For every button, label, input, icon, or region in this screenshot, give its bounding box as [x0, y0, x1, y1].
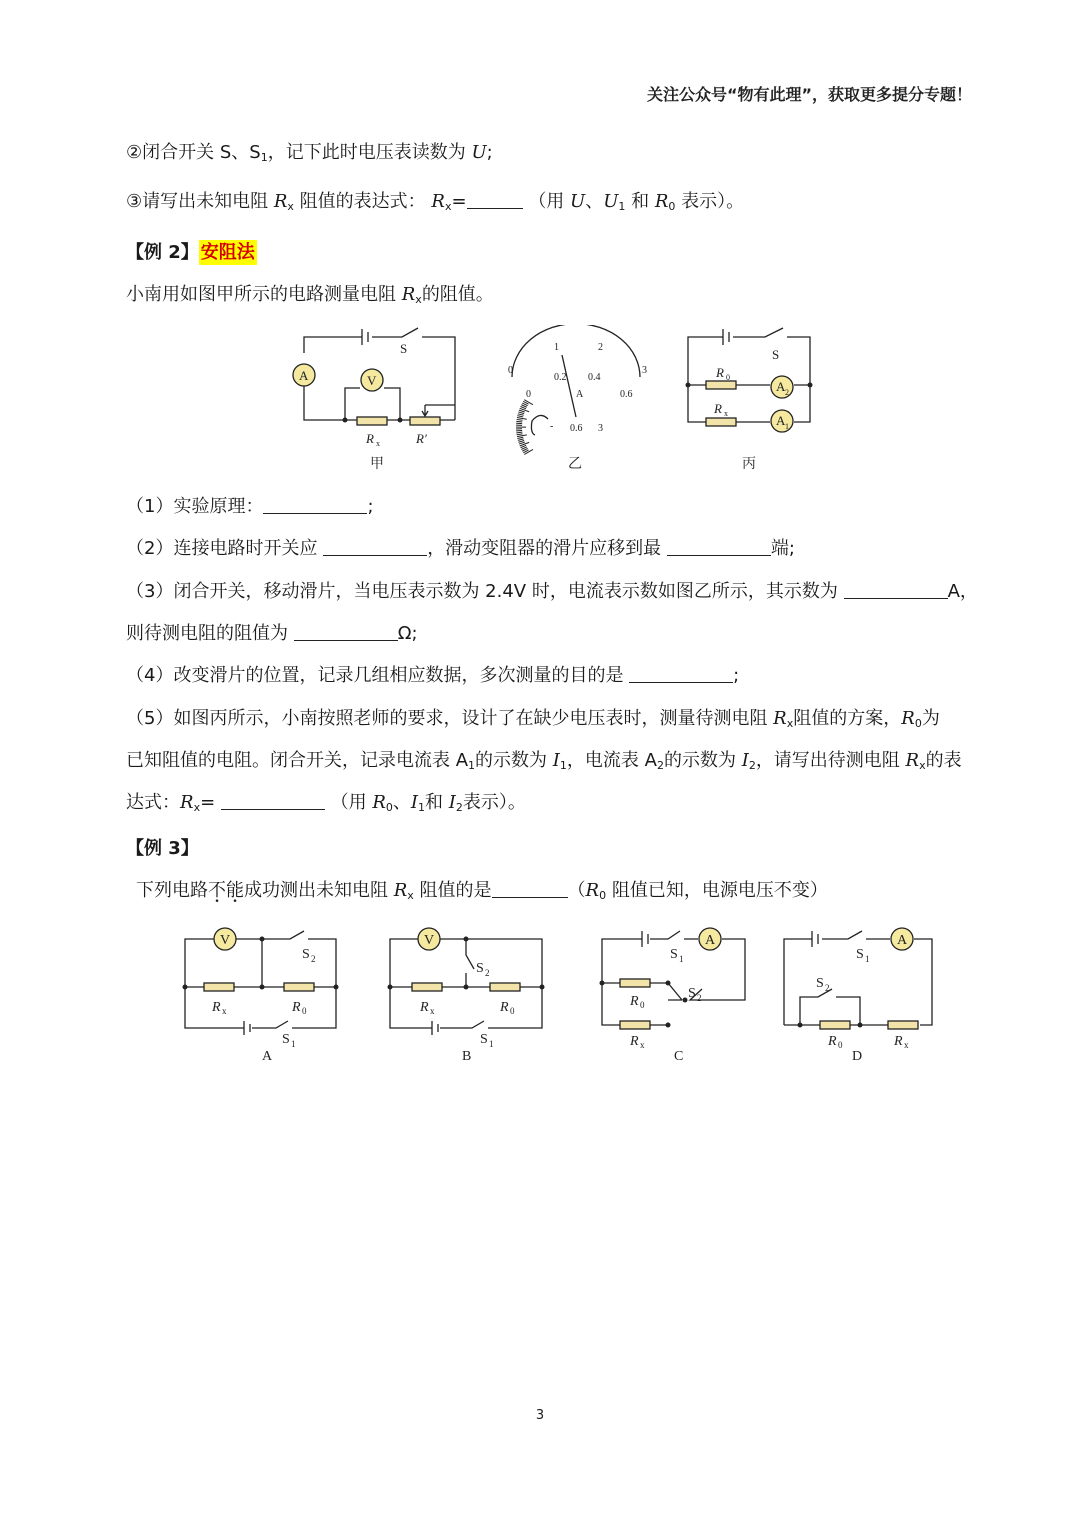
fig2-a-r0: R — [292, 1000, 301, 1015]
bing-a2-sub: 2 — [785, 388, 789, 397]
fig2-d-s1: S — [856, 947, 864, 962]
meter-bot-2: 0.4 — [588, 372, 601, 383]
fig2-label-c: C — [674, 1049, 684, 1064]
meter-bot-3: 0.6 — [620, 389, 633, 400]
question-4: （4）改变滑片的位置，记录几组相应数据，多次测量的目的是 ; — [126, 665, 740, 686]
meter-tick — [517, 416, 523, 417]
blank-q2b[interactable] — [667, 537, 771, 556]
figure-2 — [180, 925, 940, 1065]
fig2-b-s2: S — [476, 961, 484, 976]
question-5: （5）如图丙所示，小南按照老师的要求，设计了在缺少电压表时，测量待测电阻 $R_x$阻值的方案，$R_0$为 — [126, 708, 940, 730]
meter-tick — [518, 441, 524, 443]
fig2-d-r0: R — [828, 1034, 837, 1049]
fig2-c-s2: S — [688, 986, 696, 1001]
meter-tick — [519, 410, 525, 412]
fig2-b-rx: R — [420, 1000, 429, 1015]
fig2-c-rx: R — [630, 1034, 639, 1049]
fig2-b-r0: R — [500, 1000, 509, 1015]
bing-rx: R — [714, 401, 722, 416]
rx-sub: x — [376, 439, 380, 448]
fig2-c-r0: R — [630, 994, 639, 1009]
question-3: （3）闭合开关，移动滑片，当电压表示数为 2.4V 时，电流表示数如图乙所示，其示数为 A， — [126, 581, 978, 602]
fig2-a-s2sub: 2 — [311, 954, 316, 964]
figure-1 — [290, 325, 830, 475]
meter-tick — [517, 419, 523, 420]
bing-r0: R — [716, 365, 724, 380]
fig2-d-s1sub: 1 — [865, 954, 870, 964]
fig2-a-s1sub: 1 — [291, 1039, 296, 1049]
question-5b: 已知阻值的电阻。闭合开关，记录电流表 $A_1$的示数为 $I_1$，电流表 $A_2$的示数为 $I_2$，请写出待测电阻 $R_x$的表 — [126, 750, 962, 772]
meter-tick — [517, 435, 527, 437]
fig2-c-s2sub: 2 — [697, 993, 702, 1003]
bing-rx-sub: x — [724, 409, 728, 418]
fig2-c-amm: A — [705, 933, 716, 948]
meter-tick — [518, 414, 524, 415]
meter-top-2: 2 — [598, 342, 603, 353]
meter-tick — [517, 418, 527, 420]
meter-tick — [516, 432, 522, 433]
rprime-label: R′ — [416, 431, 427, 446]
meter-tick — [516, 421, 522, 422]
fig2-a-s2: S — [302, 947, 310, 962]
fig2-label-b: B — [462, 1049, 472, 1064]
bing-a1-sub: 1 — [785, 422, 789, 431]
question-3b: 则待测电阻的阻值为 Ω; — [126, 623, 418, 644]
meter-bot-0: 0 — [526, 389, 531, 400]
blank-q4[interactable] — [629, 664, 733, 683]
page-header: 关注公众号“物有此理”，获取更多提分专题！ — [646, 85, 972, 104]
bing-switch: S — [772, 347, 780, 362]
answer-blank[interactable] — [467, 190, 523, 209]
fig2-d-s2: S — [816, 976, 824, 991]
bing-a1: A — [776, 413, 786, 428]
ammeter-label: A — [299, 368, 309, 383]
blank-q3a[interactable] — [844, 580, 948, 599]
fig2-b-s2sub: 2 — [485, 968, 490, 978]
fig2-c-r0sub: 0 — [640, 1000, 645, 1010]
bing-a2: A — [776, 379, 786, 394]
caption-jia: 甲 — [370, 457, 384, 472]
example-2-heading: 【例 2】 安阻法 — [126, 242, 255, 263]
terminal-neg: - — [550, 421, 554, 432]
fig2-a-v: V — [220, 933, 231, 948]
blank-ex3[interactable] — [492, 879, 568, 898]
meter-bot-1: 0.2 — [554, 372, 567, 383]
caption-bing: 丙 — [742, 457, 756, 472]
terminal-3: 3 — [598, 423, 603, 434]
fig2-d-amm: A — [897, 933, 908, 948]
fig2-d-rxsub: x — [904, 1040, 909, 1050]
meter-tick — [518, 412, 524, 414]
fig2-a-rx: R — [212, 1000, 221, 1015]
meter-unit: A — [576, 389, 584, 400]
question-2: （2）连接电路时开关应 ，滑动变阻器的滑片应移到最 端; — [126, 538, 795, 559]
fig2-a-rxsub: x — [222, 1006, 227, 1016]
meter-top-3: 3 — [642, 365, 647, 376]
example-3-heading: 【例 3】 — [126, 838, 199, 859]
blank-q3b[interactable] — [294, 622, 398, 641]
fig2-d-rx: R — [894, 1034, 903, 1049]
meter-tick — [519, 442, 525, 444]
blank-q1[interactable] — [263, 495, 367, 514]
page-number: 3 — [535, 1408, 545, 1423]
fig2-label-d: D — [852, 1049, 863, 1064]
fig2-b-v: V — [424, 933, 435, 948]
meter-top-1: 1 — [554, 342, 559, 353]
question-5c: 达式：$R_x=$ （用 $R_0$、$I_1$和 $I_2$表示）。 — [126, 792, 526, 814]
example-2-intro: 小南用如图甲所示的电路测量电阻 $R_x$的阻值。 — [126, 284, 494, 306]
fig2-c-s1sub: 1 — [679, 954, 684, 964]
caption-yi: 乙 — [568, 457, 582, 472]
fig2-d-r0sub: 0 — [838, 1040, 843, 1050]
blank-q5[interactable] — [221, 791, 325, 810]
bing-r0-sub: 0 — [726, 373, 730, 382]
meter-tick — [518, 439, 524, 440]
blank-q2a[interactable] — [323, 537, 427, 556]
step-3-line: ③请写出未知电阻 $R_x$ 阻值的表达式： $R_x=$ （用 U、$U_1$ 和 $R_0$ 表示）。 — [126, 191, 745, 213]
step-2-line: ②闭合开关 S、$S_1$，记下此时电压表读数为 U; — [126, 142, 493, 164]
switch-label: S — [400, 341, 408, 356]
fig2-b-s1: S — [480, 1032, 488, 1047]
fig2-b-r0sub: 0 — [510, 1006, 515, 1016]
terminal-06: 0.6 — [570, 423, 583, 434]
fig2-b-rxsub: x — [430, 1006, 435, 1016]
fig2-c-s1: S — [670, 947, 678, 962]
fig2-label-a: A — [262, 1049, 273, 1064]
meter-tick — [517, 437, 523, 438]
example-3-question: 下列电路不能成功测出未知电阻 $R_x$ 阻值的是 （$R_0$ 阻值已知，电源电压不变） — [136, 880, 828, 902]
highlight-method: 安阻法 — [200, 242, 255, 263]
question-1: （1）实验原理： ; — [126, 496, 374, 517]
fig2-a-s1: S — [282, 1032, 290, 1047]
fig2-c-rxsub: x — [640, 1040, 645, 1050]
meter-top-0: 0 — [508, 365, 513, 376]
rx-label: R — [366, 431, 374, 446]
meter-tick — [517, 434, 523, 435]
voltmeter-label: V — [367, 373, 377, 388]
fig2-d-s2sub: 2 — [825, 983, 830, 993]
fig2-a-r0sub: 0 — [302, 1006, 307, 1016]
fig2-b-s1sub: 1 — [489, 1039, 494, 1049]
